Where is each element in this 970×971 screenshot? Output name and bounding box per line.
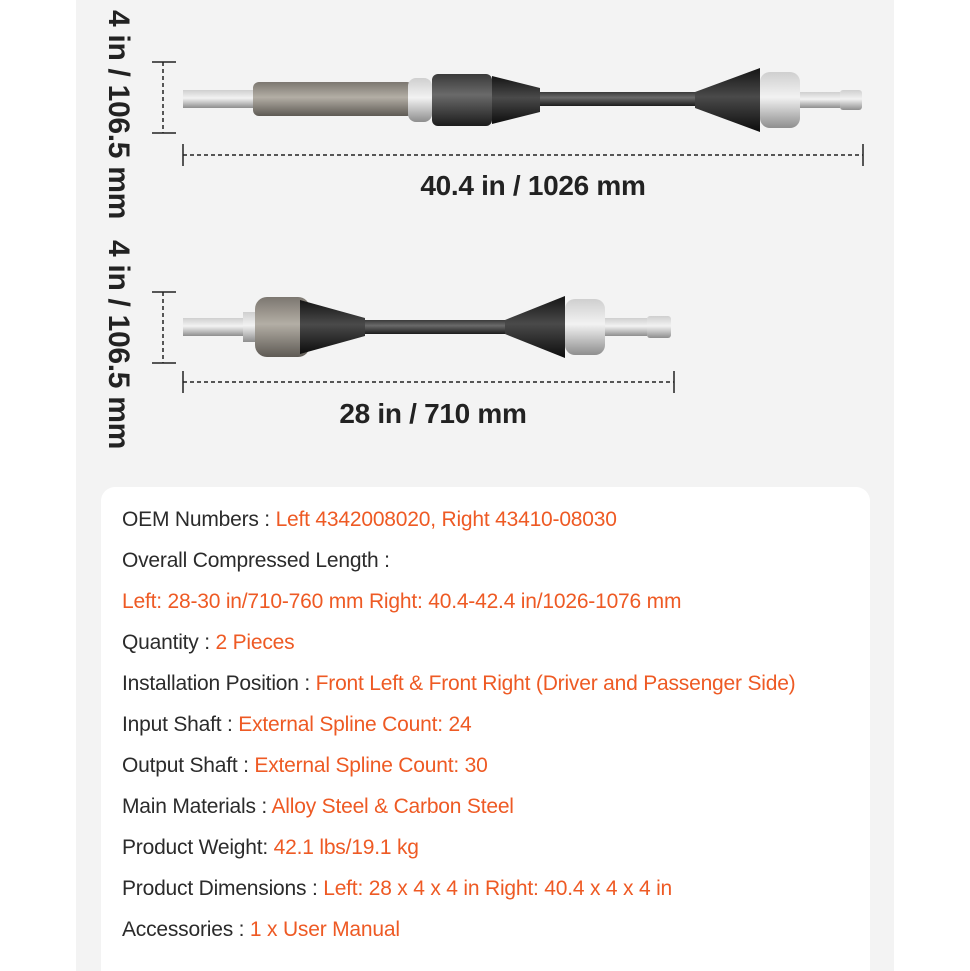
spec-quantity — [122, 631, 294, 655]
long-outer-joint — [760, 72, 800, 128]
short-axle-nut — [647, 316, 671, 338]
long-axle-nut — [840, 90, 862, 110]
short-outer-boot — [505, 296, 565, 358]
long-axle-shaft — [183, 68, 862, 132]
spec-label: Main Materials : — [122, 795, 272, 818]
short-outer-spline — [605, 318, 647, 336]
long-bearing — [408, 78, 432, 122]
spec-compressed-length-values — [122, 590, 681, 614]
spec-compressed-length — [122, 549, 390, 573]
spec-oem-numbers — [122, 508, 617, 532]
long-intermediate-shaft — [253, 82, 413, 116]
long-shaft-length-label: 40.4 in / 1026 mm — [420, 170, 646, 201]
long-inner-boot — [492, 76, 540, 124]
short-axle-shaft — [183, 296, 671, 358]
spec-value: Front Left & Front Right (Driver and Passenger Side) — [315, 672, 796, 695]
spec-value: 2 Pieces — [215, 631, 295, 654]
spec-label: Overall Compressed Length : — [122, 549, 390, 572]
short-inner-boot — [300, 300, 365, 354]
spec-product-weight — [122, 836, 419, 860]
short-axle-bar — [365, 320, 510, 334]
long-length-line — [183, 144, 863, 166]
spec-output-shaft — [122, 754, 488, 778]
short-height-bracket — [152, 292, 176, 363]
spec-label: Input Shaft : — [122, 713, 239, 736]
spec-input-shaft — [122, 713, 471, 737]
long-spline-end — [183, 90, 253, 108]
long-shaft-height-label: 4 in / 106.5 mm — [102, 10, 135, 219]
spec-label: Accessories : — [122, 918, 250, 941]
spec-value: External Spline Count: 30 — [254, 754, 488, 777]
spec-value: Left: 28-30 in/710-760 mm Right: 40.4-42.4 in/1026-1076 mm — [122, 590, 682, 613]
spec-accessories — [122, 918, 400, 942]
long-height-bracket — [152, 62, 176, 133]
spec-label: OEM Numbers : — [122, 508, 276, 531]
spec-label: Quantity : — [122, 631, 216, 654]
long-inner-joint — [432, 74, 492, 126]
spec-value: Alloy Steel & Carbon Steel — [271, 795, 514, 818]
short-collar — [243, 312, 255, 342]
spec-value: Left: 28 x 4 x 4 in Right: 40.4 x 4 x 4 in — [323, 877, 673, 900]
spec-label: Product Dimensions : — [122, 877, 324, 900]
spec-main-materials — [122, 795, 514, 819]
spec-value: External Spline Count: 24 — [238, 713, 472, 736]
short-shaft-length-label: 28 in / 710 mm — [339, 398, 527, 429]
spec-value: Left 4342008020, Right 43410-08030 — [275, 508, 617, 531]
short-length-line — [183, 371, 674, 393]
spec-product-dimensions — [122, 877, 672, 901]
spec-installation-position — [122, 672, 795, 696]
long-outer-spline — [800, 92, 840, 108]
spec-label: Installation Position : — [122, 672, 316, 695]
long-outer-boot — [695, 68, 760, 132]
short-spline-end — [183, 318, 243, 336]
short-shaft-height-label: 4 in / 106.5 mm — [102, 240, 135, 449]
spec-label: Output Shaft : — [122, 754, 255, 777]
spec-value: 1 x User Manual — [249, 918, 400, 941]
spec-value: 42.1 lbs/19.1 kg — [273, 836, 419, 859]
spec-label: Product Weight: — [122, 836, 274, 859]
long-axle-bar — [540, 92, 695, 106]
short-outer-joint — [565, 299, 605, 355]
